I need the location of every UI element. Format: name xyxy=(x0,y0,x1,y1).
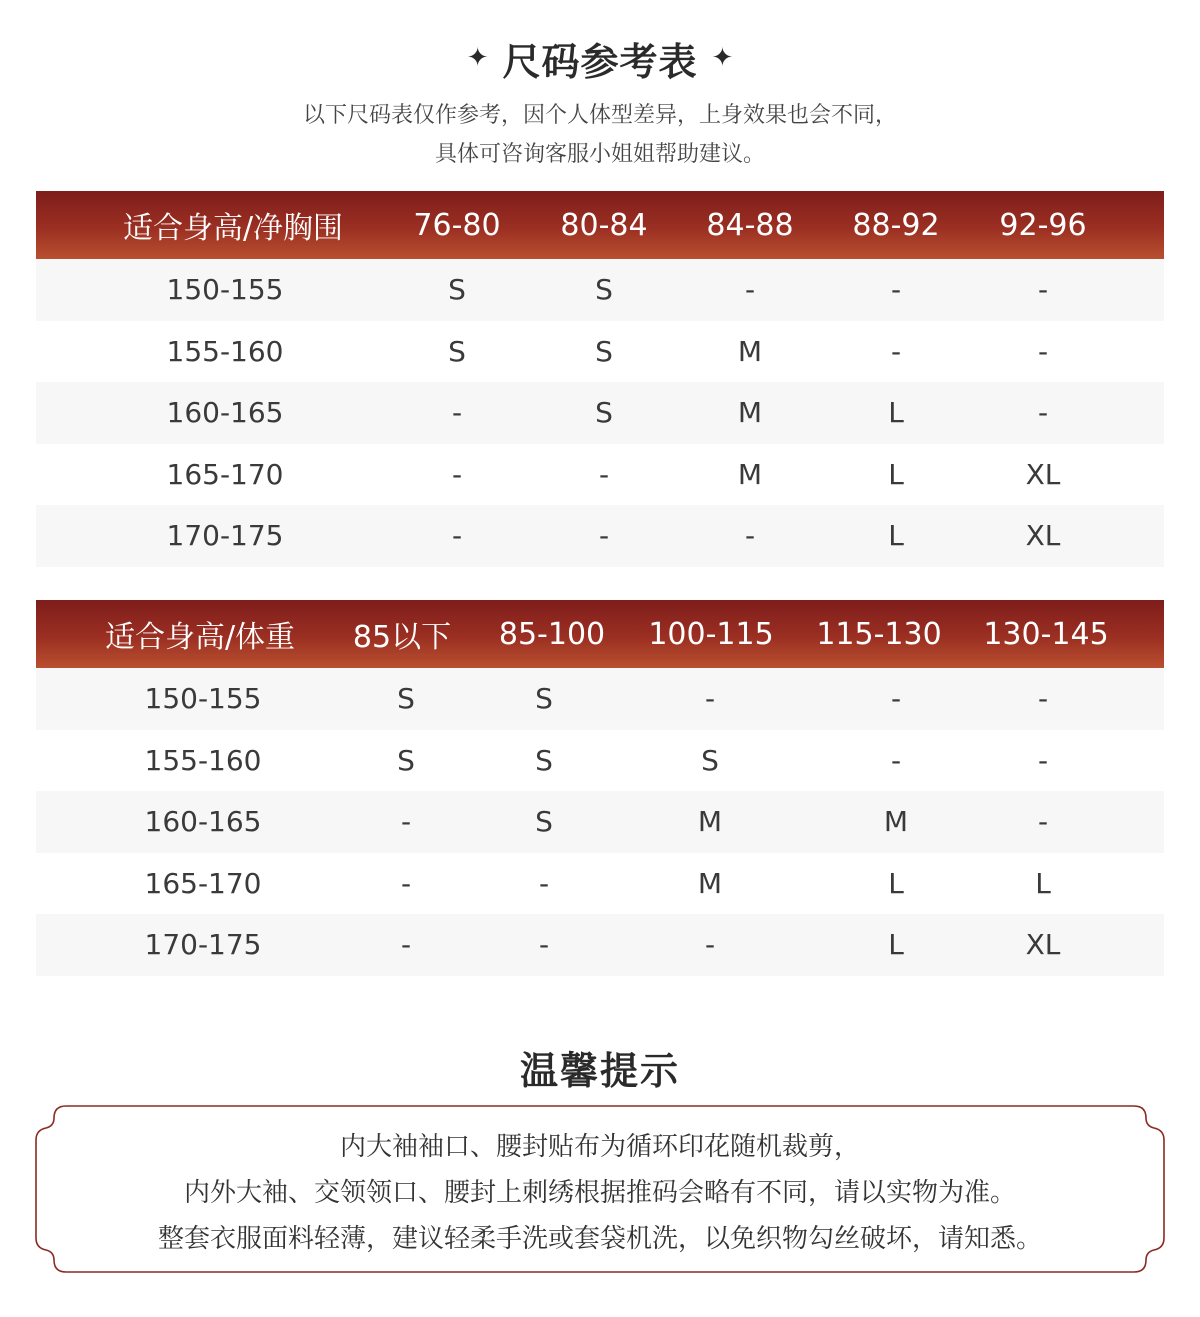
table-cell: M xyxy=(883,805,909,839)
table-row xyxy=(36,259,1164,321)
table-cell: - xyxy=(451,519,463,553)
table-row xyxy=(36,853,1164,915)
header-cell: 76-80 xyxy=(413,207,501,243)
size-table-chest xyxy=(36,191,1164,567)
table-cell: 160-165 xyxy=(166,396,284,430)
table-cell: - xyxy=(400,928,412,962)
header-cell: 适合身高/净胸围 xyxy=(122,211,344,246)
table-cell: 155-160 xyxy=(166,334,284,368)
table-cell: S xyxy=(397,682,415,716)
table-cell: S xyxy=(535,805,553,839)
table-cell: 150-155 xyxy=(166,273,284,307)
table-row xyxy=(36,444,1164,506)
table-row xyxy=(36,382,1164,444)
table-cell: XL xyxy=(1025,519,1061,553)
table-row xyxy=(36,914,1164,976)
table-cell: S xyxy=(448,273,466,307)
table-cell: - xyxy=(744,273,756,307)
table-cell: - xyxy=(400,866,412,900)
table-cell: XL xyxy=(1025,457,1061,491)
table-cell: - xyxy=(451,457,463,491)
table-cell: - xyxy=(744,519,756,553)
table-cell: S xyxy=(397,743,415,777)
table-cell: 160-165 xyxy=(144,805,262,839)
table-cell: S xyxy=(595,334,613,368)
table-cell: - xyxy=(1037,805,1049,839)
table-cell: - xyxy=(598,519,610,553)
tip-line-2: 内外大袖、交领领口、腰封上刺绣根据推码会略有不同，请以实物为准。 xyxy=(183,1178,1016,1208)
table-cell: - xyxy=(704,928,716,962)
table-cell: M xyxy=(697,805,723,839)
subtitle-line-2: 具体可咨询客服小姐姐帮助建议。 xyxy=(434,142,765,167)
table-row xyxy=(36,321,1164,383)
table-cell: 170-175 xyxy=(144,928,262,962)
sparkle-icon: ✦ xyxy=(466,43,489,73)
table-cell: - xyxy=(1037,273,1049,307)
table-cell: - xyxy=(451,396,463,430)
table-cell: - xyxy=(1037,334,1049,368)
table-cell: 155-160 xyxy=(144,743,262,777)
table-cell: M xyxy=(737,334,763,368)
header-cell: 115-130 xyxy=(816,616,942,652)
subtitle-line-1: 以下尺码表仅作参考，因个人体型差异，上身效果也会不同， xyxy=(302,103,897,128)
table-cell: S xyxy=(701,743,719,777)
table-cell: L xyxy=(888,457,904,491)
table-cell: - xyxy=(1037,396,1049,430)
size-table-weight xyxy=(36,600,1164,976)
table-cell: S xyxy=(535,743,553,777)
tips-title: 温馨提示 xyxy=(519,1049,680,1093)
table-cell: - xyxy=(890,682,902,716)
table-cell: - xyxy=(890,743,902,777)
header-cell: 85-100 xyxy=(498,616,606,652)
table-row xyxy=(36,791,1164,853)
table-cell: - xyxy=(538,866,550,900)
header-cell: 130-145 xyxy=(983,616,1109,652)
page-title: 尺码参考表 xyxy=(502,39,698,84)
header-cell: 88-92 xyxy=(852,207,940,243)
header-cell: 92-96 xyxy=(999,207,1087,243)
header-cell: 80-84 xyxy=(560,207,648,243)
table-cell: - xyxy=(704,682,716,716)
table-cell: L xyxy=(1035,866,1051,900)
tip-line-1: 内大袖袖口、腰封贴布为循环印花随机裁剪， xyxy=(339,1132,860,1162)
table-cell: M xyxy=(737,457,763,491)
table-cell: - xyxy=(890,334,902,368)
table-cell: L xyxy=(888,928,904,962)
table-cell: - xyxy=(400,805,412,839)
table-cell: L xyxy=(888,866,904,900)
table-cell: S xyxy=(595,273,613,307)
table-cell: S xyxy=(595,396,613,430)
table-cell: M xyxy=(697,866,723,900)
table-cell: - xyxy=(598,457,610,491)
table-cell: M xyxy=(737,396,763,430)
table-cell: XL xyxy=(1025,928,1061,962)
header-cell: 100-115 xyxy=(648,616,774,652)
table-cell: - xyxy=(1037,682,1049,716)
table-row xyxy=(36,668,1164,730)
table-cell: 165-170 xyxy=(144,866,262,900)
table-row xyxy=(36,730,1164,792)
table-cell: - xyxy=(1037,743,1049,777)
sparkle-icon: ✦ xyxy=(711,43,734,73)
table-row xyxy=(36,505,1164,567)
table-cell: - xyxy=(890,273,902,307)
table-cell: 165-170 xyxy=(166,457,284,491)
header-cell: 84-88 xyxy=(706,207,794,243)
header-cell: 适合身高/体重 xyxy=(104,620,296,655)
table-header xyxy=(36,600,1164,668)
table-cell: L xyxy=(888,396,904,430)
table-cell: L xyxy=(888,519,904,553)
table-cell: 150-155 xyxy=(144,682,262,716)
table-cell: S xyxy=(448,334,466,368)
table-cell: 170-175 xyxy=(166,519,284,553)
table-cell: S xyxy=(535,682,553,716)
table-header xyxy=(36,191,1164,259)
table-cell: - xyxy=(538,928,550,962)
header-cell: 85以下 xyxy=(352,620,452,655)
size-chart-title-row xyxy=(0,30,1200,86)
tip-line-3: 整套衣服面料轻薄，建议轻柔手洗或套袋机洗，以免织物勾丝破坏，请知悉。 xyxy=(157,1224,1042,1254)
